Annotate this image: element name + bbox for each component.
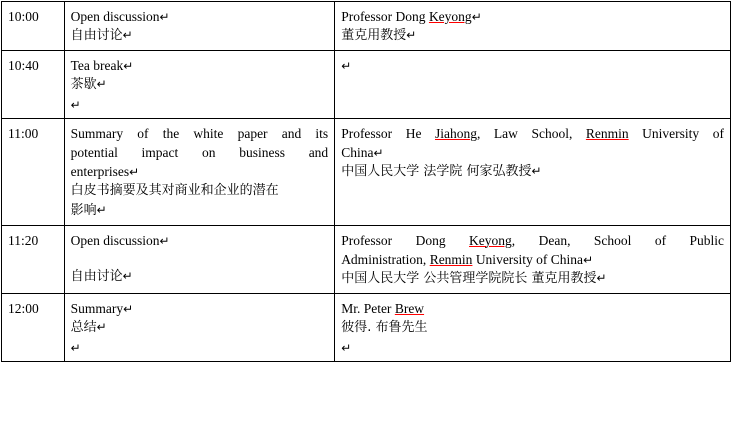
speaker-cell: [335, 2, 731, 51]
speaker-text: Professor Dong Keyong, Dean, School of Public: [341, 232, 724, 248]
paragraph-mark-icon: ↵: [471, 10, 482, 24]
paragraph-mark-icon: ↵: [96, 77, 107, 92]
paragraph-mark-icon: ↵: [122, 28, 133, 43]
speaker-line: [341, 231, 724, 250]
paragraph-mark-icon: ↵: [123, 58, 134, 73]
paragraph-mark-icon: ↵: [122, 269, 133, 284]
table-row: [2, 118, 731, 225]
topic-line: [71, 26, 329, 46]
topic-line: [71, 7, 329, 26]
paragraph-mark-icon: ↵: [96, 203, 107, 218]
topic-line: [71, 267, 329, 287]
speaker-line: [341, 26, 724, 46]
schedule-table: [1, 1, 731, 362]
topic-line: [71, 338, 329, 357]
topic-line: [71, 318, 329, 338]
speaker-text: 彼得. 布鲁先生: [341, 320, 428, 336]
time-cell: [2, 225, 65, 293]
topic-line: [71, 201, 329, 221]
topic-line: [71, 143, 329, 162]
speaker-line: [341, 7, 724, 26]
time-cell: [2, 50, 65, 118]
speaker-line: [341, 162, 724, 182]
topic-cell: [64, 225, 335, 293]
topic-text: 总结: [70, 320, 97, 336]
table-row: [2, 294, 731, 362]
speaker-cell: [335, 225, 731, 293]
time-cell: [2, 118, 65, 225]
topic-text: Open discussion: [70, 232, 160, 248]
topic-text: Tea break: [70, 57, 124, 73]
topic-text: Summary of the white paper and its: [70, 125, 329, 141]
time-text: 11:20: [8, 232, 39, 248]
speaker-line: [341, 269, 724, 289]
topic-line: [71, 181, 329, 201]
speaker-line: [341, 143, 724, 162]
topic-line: [71, 95, 329, 114]
speaker-text: 董克用教授: [341, 28, 407, 44]
schedule-table-body: [2, 2, 731, 362]
speaker-line: [341, 318, 724, 338]
speaker-line: [341, 250, 724, 269]
speaker-line: [341, 124, 724, 143]
paragraph-mark-icon: ↵: [596, 271, 607, 286]
topic-text: potential impact on business and: [70, 145, 329, 161]
time-text: 10:00: [8, 9, 39, 24]
topic-text: 白皮书摘要及其对商业和企业的潜在: [70, 183, 279, 199]
paragraph-mark-icon: ↵: [70, 97, 81, 112]
speaker-cell: [335, 118, 731, 225]
speaker-cell: [335, 50, 731, 118]
speaker-line: [341, 299, 724, 318]
table-row: [2, 2, 731, 51]
paragraph-mark-icon: ↵: [373, 146, 384, 161]
time-text: 10:40: [8, 57, 39, 73]
topic-text: 自由讨论: [70, 269, 123, 285]
speaker-text: 中国人民大学 法学院 何家弘教授: [341, 164, 532, 180]
topic-cell: [64, 50, 335, 118]
topic-line: [71, 124, 329, 143]
paragraph-mark-icon: ↵: [583, 253, 594, 268]
paragraph-mark-icon: ↵: [96, 320, 107, 335]
time-cell: [2, 294, 65, 362]
speaker-text: Administration, Renmin University of China: [341, 252, 584, 268]
speaker-cell: [335, 294, 731, 362]
paragraph-mark-icon: ↵: [70, 340, 81, 355]
topic-cell: [64, 118, 335, 225]
paragraph-mark-icon: ↵: [531, 164, 542, 179]
topic-text: Open discussion: [70, 9, 160, 24]
time-cell: [2, 2, 65, 51]
speaker-line: [341, 56, 724, 75]
topic-text: 自由讨论: [70, 28, 123, 44]
time-text: 12:00: [8, 301, 39, 316]
topic-cell: [64, 2, 335, 51]
speaker-text: Mr. Peter Brew: [341, 301, 425, 316]
table-row: [2, 50, 731, 118]
paragraph-mark-icon: ↵: [159, 233, 170, 248]
topic-cell: [64, 294, 335, 362]
speaker-text: Professor Dong Keyong: [341, 9, 472, 24]
speaker-text: Professor He Jiahong, Law School, Renmin University of: [341, 125, 724, 141]
topic-line: [71, 162, 329, 181]
paragraph-mark-icon: ↵: [341, 340, 352, 355]
topic-line: [71, 250, 329, 267]
topic-text: 影响: [70, 203, 97, 219]
paragraph-mark-icon: ↵: [129, 165, 140, 180]
speaker-text: China: [341, 145, 374, 161]
table-row: [2, 225, 731, 293]
paragraph-mark-icon: ↵: [406, 28, 417, 43]
topic-line: [71, 299, 329, 318]
time-text: 11:00: [8, 125, 39, 141]
paragraph-mark-icon: ↵: [341, 58, 352, 73]
speaker-text: 中国人民大学 公共管理学院院长 董克用教授: [341, 271, 597, 287]
topic-text: 茶歇: [70, 77, 97, 93]
topic-text: Summary: [70, 301, 124, 316]
topic-text: enterprises: [70, 164, 130, 180]
paragraph-mark-icon: ↵: [159, 10, 170, 24]
topic-line: [71, 231, 329, 250]
topic-line: [71, 75, 329, 95]
topic-line: [71, 56, 329, 75]
speaker-line: [341, 338, 724, 357]
paragraph-mark-icon: ↵: [123, 302, 134, 316]
